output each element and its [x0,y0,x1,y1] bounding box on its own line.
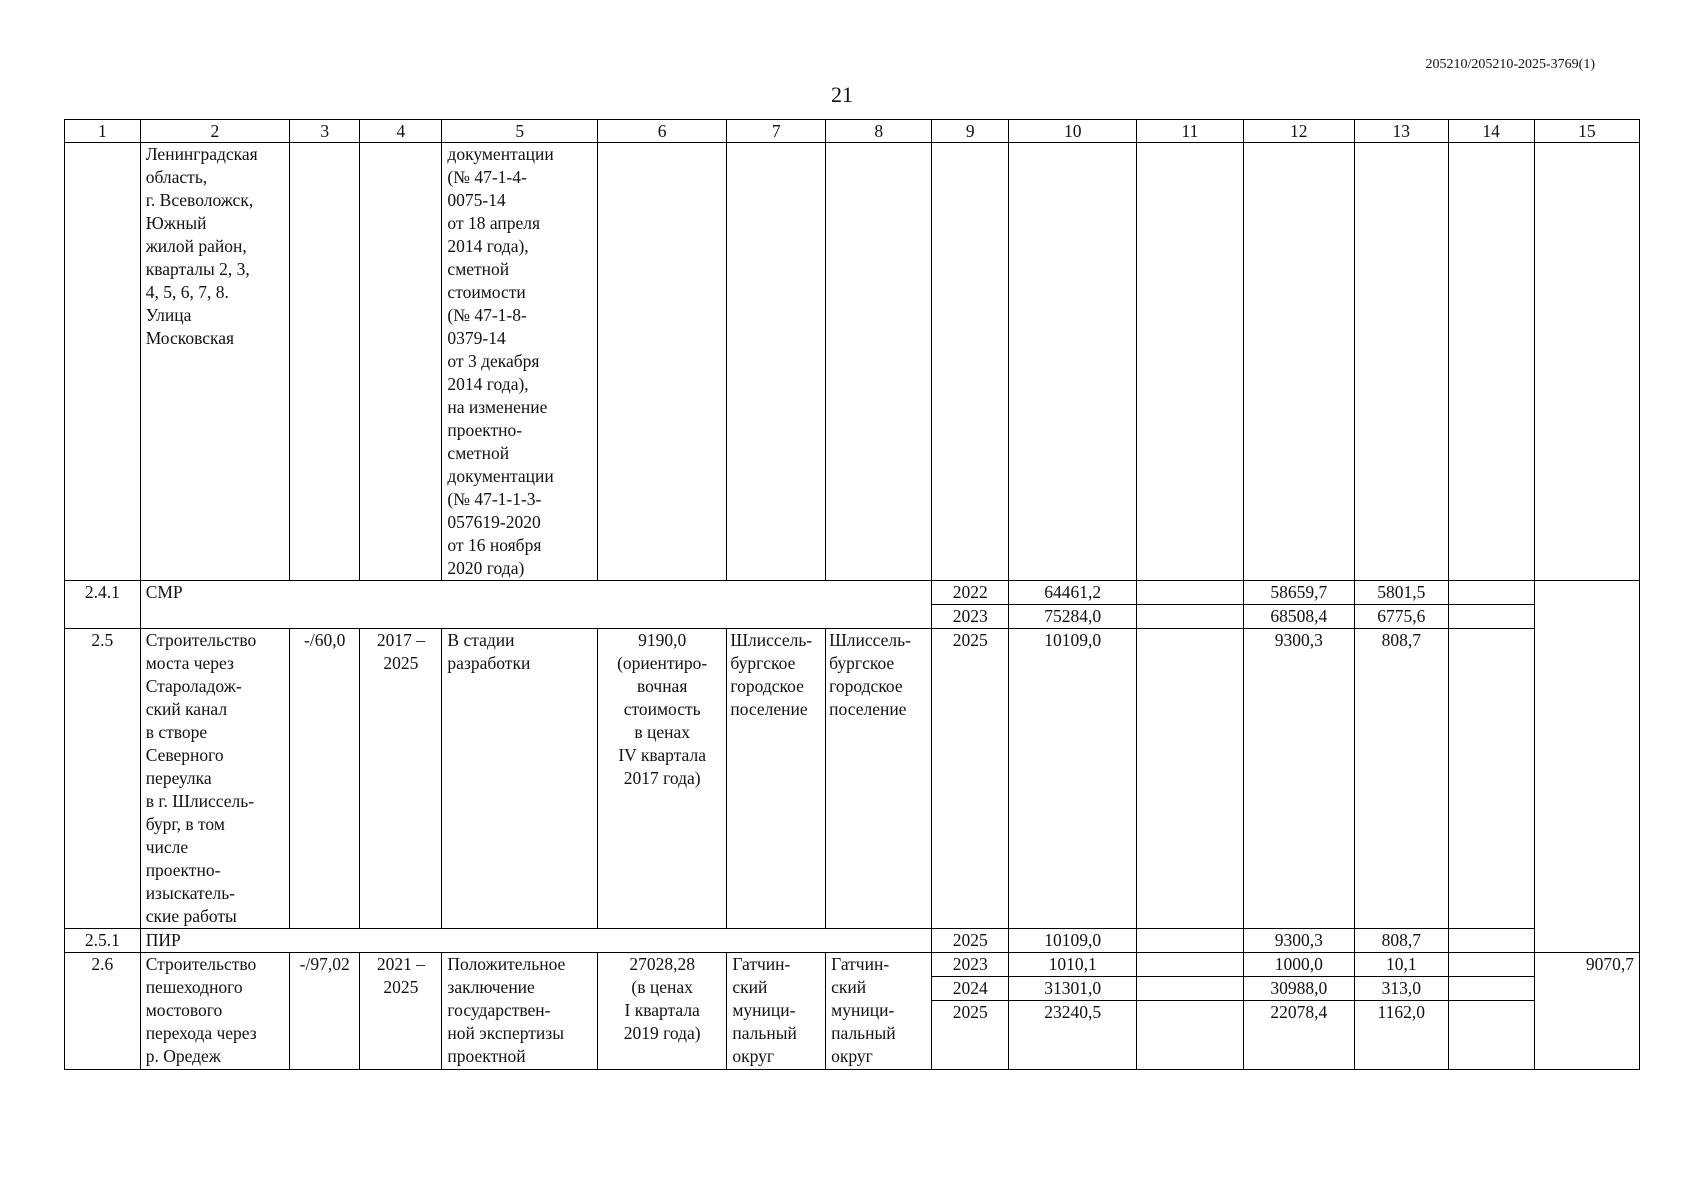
object-location-cell: Ленинградская область, г. Всеволожск, Южный жилой район, кварталы 2, 3, 4, 5, 6, 7, 8. Улица Московская [140,143,289,581]
row-label: ПИР [140,929,932,953]
regional-budget-cell: 313,0 [1354,977,1448,1001]
federal-budget-cell: 68508,4 [1243,605,1354,629]
total-cell: 64461,2 [1009,581,1137,605]
column-number: 15 [1534,120,1639,143]
customer-cell: Гатчин- ский муници- пальный округ [727,953,826,1070]
federal-budget-cell: 30988,0 [1243,977,1354,1001]
total-cell: 23240,5 [1009,1001,1137,1070]
column-number: 11 [1137,120,1243,143]
owner-cell: Шлиссель- бургское городское поселение [826,629,932,929]
total-cell: 10109,0 [1009,629,1137,929]
estimated-cost-cell: 9190,0 (ориентиро- вочная стоимость в ценах IV квартала 2017 года) [598,629,727,929]
federal-budget-cell: 9300,3 [1243,929,1354,953]
regional-budget-cell: 6775,6 [1354,605,1448,629]
column-number: 12 [1243,120,1354,143]
regional-budget-cell: 808,7 [1354,929,1448,953]
customer-cell: Шлиссель- бургское городское поселение [727,629,826,929]
row-label: СМР [140,581,932,629]
column-number-row [65,120,1640,143]
column-number: 3 [289,120,359,143]
regional-budget-cell: 10,1 [1354,953,1448,977]
row-number: 2.5.1 [65,929,141,953]
regional-budget-cell: 808,7 [1354,629,1448,929]
documentation-status-cell: документации (№ 47-1-4- 0075-14 от 18 апреля 2014 года), сметной стоимости (№ 47-1-8- 0379-14 от 3 декабря 2014 года), на изменение проектно- сметной документации (№ 47-1-1-3- 057619-2020 от 16 ноября 2020 года) [442,143,598,581]
owner-cell: Гатчин- ский муници- пальный округ [826,953,932,1070]
row-number: 2.4.1 [65,581,141,629]
column-number: 14 [1448,120,1534,143]
column-number: 7 [727,120,826,143]
year-cell: 2023 [932,605,1009,629]
federal-budget-cell: 1000,0 [1243,953,1354,977]
documentation-status-cell: Положительное заключение государствен- ной экспертизы проектной [442,953,598,1070]
remaining-cost-cell: 9070,7 [1534,953,1639,1070]
page-number: 21 [831,82,853,107]
estimated-cost-cell: 27028,28 (в ценах I квартала 2019 года) [598,953,727,1070]
total-cell: 31301,0 [1009,977,1137,1001]
year-cell: 2022 [932,581,1009,605]
table-row-2-4-1 [65,581,1640,605]
column-number: 1 [65,120,141,143]
regional-budget-cell: 5801,5 [1354,581,1448,605]
column-number: 6 [598,120,727,143]
table-row-2-5-1 [65,929,1640,953]
total-cell: 10109,0 [1009,929,1137,953]
column-number: 4 [360,120,442,143]
table-row-2-5 [65,629,1640,929]
column-number: 9 [932,120,1009,143]
column-number: 8 [826,120,932,143]
total-cell: 1010,1 [1009,953,1137,977]
table-row-2-6 [65,953,1640,977]
row-number: 2.6 [65,953,141,1070]
column-number: 5 [442,120,598,143]
column-number: 10 [1009,120,1137,143]
documentation-status-cell: В стадии разработки [442,629,598,929]
year-cell: 2024 [932,977,1009,1001]
capacity-cell: -/60,0 [289,629,359,929]
period-cell: 2017 – 2025 [360,629,442,929]
regional-budget-cell: 1162,0 [1354,1001,1448,1070]
year-cell: 2025 [932,1001,1009,1070]
column-number: 13 [1354,120,1448,143]
object-name-cell: Строительство пешеходного мостового перехода через р. Оредеж [140,953,289,1070]
table-row-continuation [65,143,1640,581]
federal-budget-cell: 9300,3 [1243,629,1354,929]
year-cell: 2025 [932,929,1009,953]
federal-budget-cell: 22078,4 [1243,1001,1354,1070]
year-cell: 2023 [932,953,1009,977]
year-cell: 2025 [932,629,1009,929]
row-number: 2.5 [65,629,141,929]
investment-program-table [64,119,1640,1070]
period-cell: 2021 – 2025 [360,953,442,1070]
federal-budget-cell: 58659,7 [1243,581,1354,605]
document-id: 205210/205210-2025-3769(1) [1425,57,1595,72]
total-cell: 75284,0 [1009,605,1137,629]
capacity-cell: -/97,02 [289,953,359,1070]
object-name-cell: Строительство моста через Староладож- ский канал в створе Северного переулка в г. Шлиссель- бург, в том числе проектно- изыскатель- ские работы [140,629,289,929]
column-number: 2 [140,120,289,143]
